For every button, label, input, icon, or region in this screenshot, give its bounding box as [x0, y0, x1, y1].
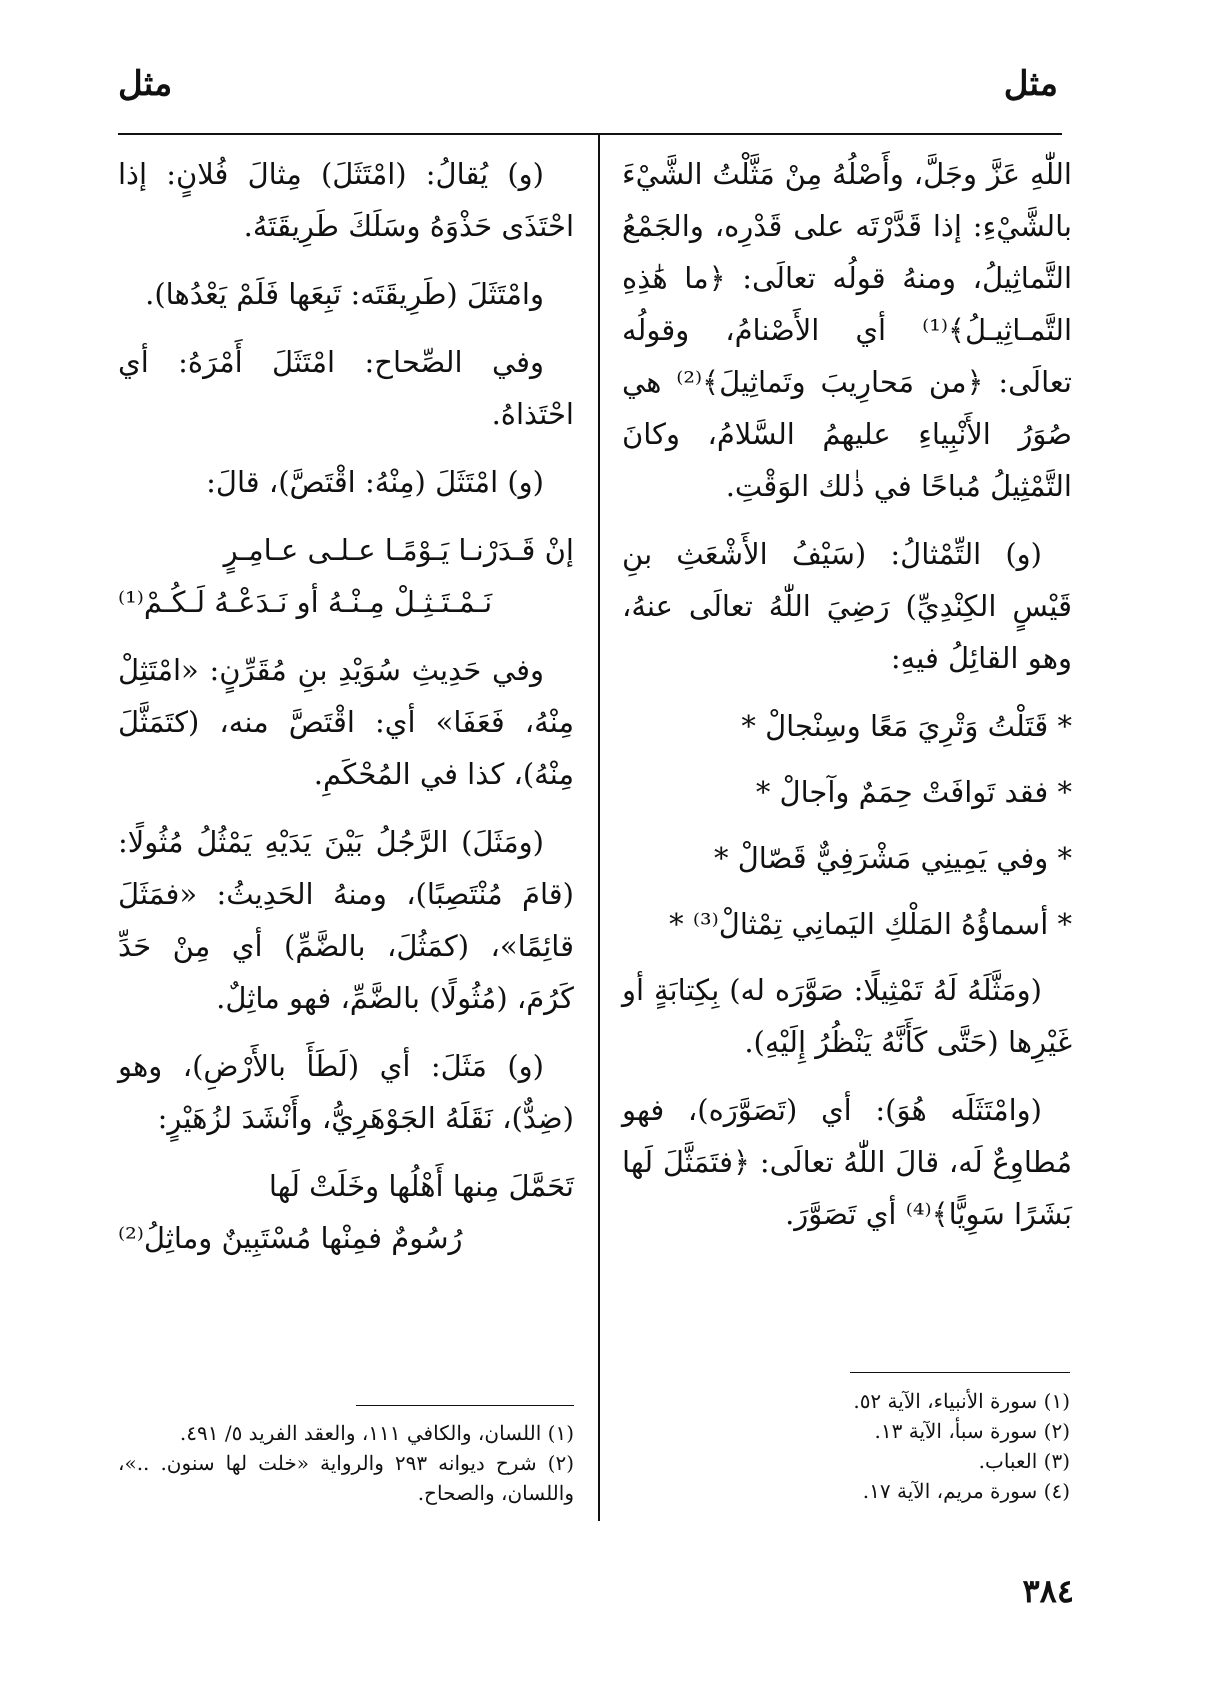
paragraph: وامْتَثَلَ (طَرِيقَتَه: تَبِعَها فَلَمْ يَعْدُها). — [145, 277, 544, 311]
verse-line: * وفي يَمِينِي مَشْرَفِيٌّ قَصّالْ * — [714, 841, 1072, 875]
paragraph: (و) يُقالُ: (امْتَثَلَ) مِثالَ فُلانٍ: إذا احْتَذَى حَذْوَهُ وسَلَكَ طَرِيقَتَهُ. — [118, 157, 574, 243]
column-divider — [598, 133, 600, 1521]
running-header-left: مثل — [118, 64, 173, 104]
verse-line: * فقد تَوافَتْ حِمَمٌ وآجالْ * — [755, 775, 1072, 809]
footnote: (٢) سورة سبأ، الآية ١٣. — [874, 1419, 1070, 1443]
footnote: (١) سورة الأنبياء، الآية ٥٢. — [853, 1389, 1070, 1413]
paragraph: (و) مَثَلَ: أي (لَطَأَ بالأَرْضِ)، وهو (ضِدٌّ)، نَقَلَهُ الجَوْهَرِيُّ، وأَنْشَدَ لزُهَيْرٍ: — [118, 1049, 574, 1135]
footnote-rule-left — [356, 1405, 574, 1406]
poem-hemistich-first: إنْ قَـدَرْنـا يَـوْمًـا عـلـى عـامِـرٍ — [223, 533, 574, 567]
footnotes-left — [118, 1418, 574, 1508]
footnote: (٢) شرح ديوانه ٢٩٣ والرواية «خلت لها سنون. ..»، واللسان، والصحاح. — [118, 1451, 574, 1505]
paragraph: (وامْتَثَلَه هُوَ): أي (تَصَوَّرَه)، فهو مُطاوِعٌ لَه، قالَ اللّٰهُ تعالَى: ﴿فتَمَثَّلَ لَها بَشَرًا سَوِيًّا﴾⁽⁴⁾ أي تَصَوَّرَ. — [622, 1093, 1072, 1231]
poem-hemistich-first: تَحَمَّلَ مِنها أَهْلُها وخَلَتْ لَها — [268, 1169, 574, 1203]
page-number: ٣٨٤ — [1022, 1572, 1074, 1610]
footnotes-right — [780, 1386, 1070, 1506]
paragraph: (و) التِّمْثالُ: (سَيْفُ الأَشْعَثِ بنِ قَيْسٍ الكِنْدِيِّ) رَضِيَ اللّٰهُ تعالَى عنهُ، وهو القائِلُ فيهِ: — [622, 537, 1072, 675]
poem-hemistich-second: رُسُومٌ فمِنْها مُسْتَبِينٌ وماثِلُ⁽²⁾ — [118, 1221, 463, 1255]
paragraph: وفي حَدِيثِ سُوَيْدِ بنِ مُقَرِّنٍ: «امْتَثِلْ مِنْهُ، فَعَفَا» أي: اقْتَصَّ منه، (كتَمَثَّلَ مِنْهُ)، كذا في المُحْكَمِ. — [118, 653, 574, 791]
left-column — [118, 148, 574, 1280]
footnote-rule-right — [850, 1372, 1070, 1373]
paragraph: (و) امْتَثَلَ (مِنْهُ: اقْتَصَّ)، قالَ: — [206, 465, 544, 499]
right-column — [622, 148, 1072, 1256]
poem-verse — [118, 524, 574, 628]
footnote: (٤) سورة مريم، الآية ١٧. — [862, 1479, 1070, 1503]
header-rule — [118, 133, 1062, 135]
paragraph: اللّٰهِ عَزَّ وجَلَّ، وأَصْلُهُ مِنْ مَثَّلْتُ الشَّيْءَ بالشَّيْءِ: إذا قَدَّرْتَه على قَدْرِه، والجَمْعُ التَّماثِيلُ، ومنهُ قولُه تعالَى: ﴿ما هَٰذِهِ التَّمـاثِيـلُ﴾⁽¹⁾ أي الأَصْنامُ، وقولُه تعالَى: ﴿من مَحارِيبَ وتَماثِيلَ﴾⁽²⁾ هي صُوَرُ الأَنْبِياءِ عليهمُ السَّلامُ، وكانَ التَّمْثِيلُ مُباحًا في ذٰلك الوَقْتِ. — [622, 157, 1072, 503]
poem-hemistich-second: نَـمْـتَـثِـلْ مِـنْـهُ أو نَـدَعْـهُ لَـكُـمْ⁽¹⁾ — [118, 585, 493, 619]
paragraph: وفي الصِّحاح: امْتَثَلَ أَمْرَهُ: أي احْتَذاهُ. — [118, 345, 574, 431]
footnote: (١) اللسان، والكافي ١١١، والعقد الفريد ٥/ ٤٩١. — [179, 1421, 574, 1445]
poem-verse — [118, 1160, 574, 1264]
verse-line: * أسماؤُهُ المَلْكِ اليَمانِي تِمْثالْ⁽³⁾ * — [669, 907, 1072, 941]
verse-line: * قَتَلْتُ وَتْرِيَ مَعًا وسِنْجالْ * — [741, 709, 1072, 743]
paragraph: (ومَثَلَ) الرَّجُلُ بَيْنَ يَدَيْهِ يَمْثُلُ مُثُولًا: (قامَ مُنْتَصِبًا)، ومنهُ الحَدِيثُ: «فمَثَلَ قائِمًا»، (كمَثُلَ، بالضَّمِّ) أي مِنْ حَدِّ كَرُمَ، (مُثُولًا) بالضَّمِّ، فهو ماثِلٌ. — [118, 825, 574, 1015]
running-header-right: مثل — [1003, 64, 1058, 104]
footnote: (٣) العباب. — [978, 1449, 1070, 1473]
paragraph: (ومَثَّلَهُ لَهُ تَمْثِيلًا: صَوَّرَه له) بِكِتابَةٍ أو غَيْرِها (حَتَّى كَأَنَّهُ يَنْظُرُ إِلَيْهِ). — [622, 973, 1072, 1059]
